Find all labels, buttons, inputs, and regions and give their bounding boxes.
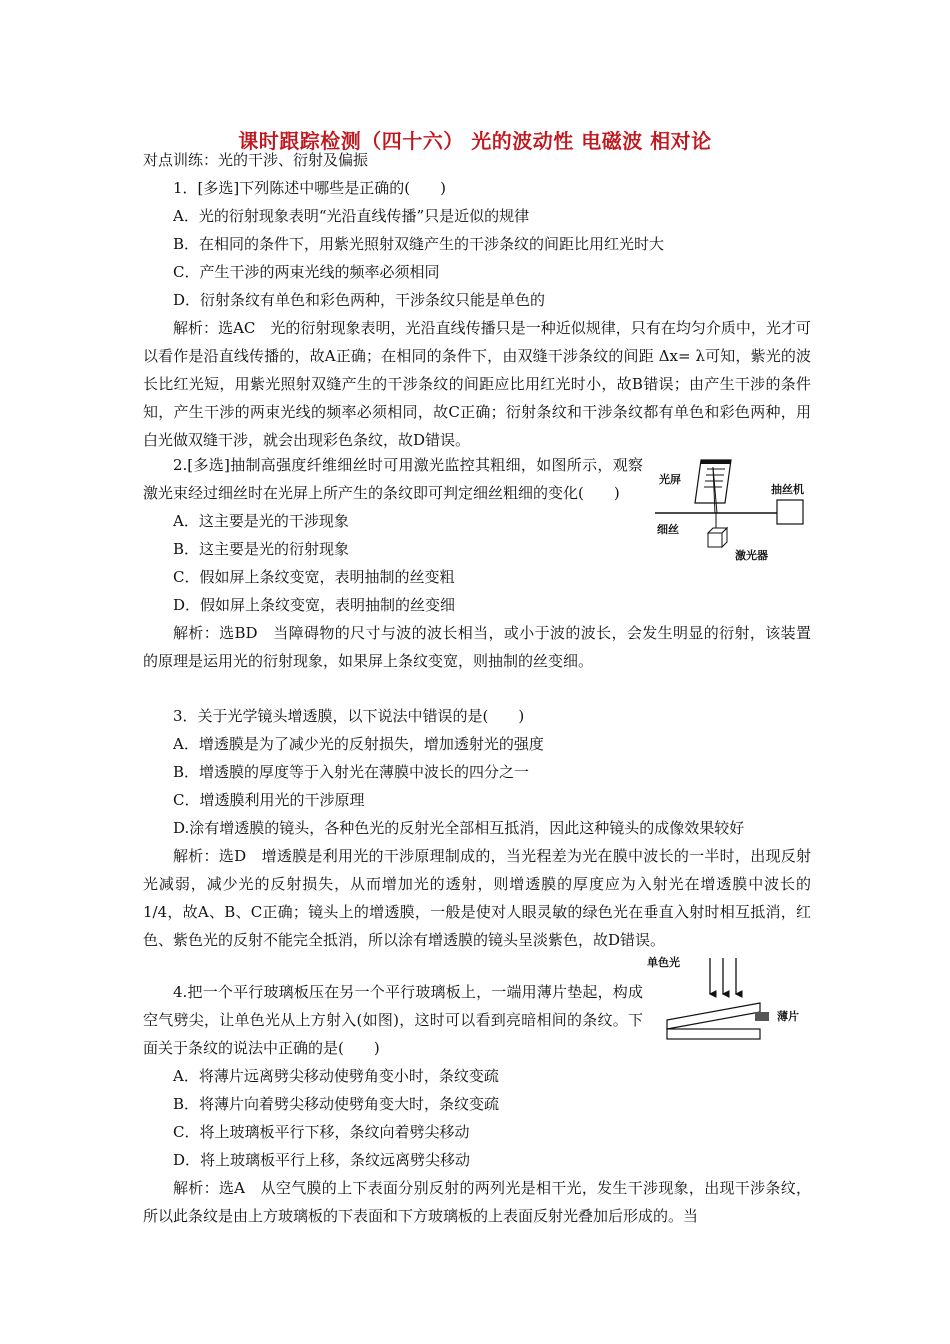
q2-option-d: D．假如屏上条纹变宽，表明抽制的丝变细	[173, 596, 456, 614]
q3-option-d: D.涂有增透膜的镜头，各种色光的反射光全部相互抵消，因此这种镜头的成像效果较好	[173, 819, 745, 837]
q1-option-b: B．在相同的条件下，用紫光照射双缝产生的干涉条纹的间距比用红光时大	[173, 235, 665, 253]
question-3-block	[143, 702, 811, 954]
q1-stem: 1．[多选]下列陈述中哪些是正确的( )	[173, 179, 446, 197]
label-monochromatic-light: 单色光	[647, 956, 680, 969]
q3-option-b: B．增透膜的厚度等于入射光在薄膜中波长的四分之一	[173, 763, 530, 781]
lower-glass-plate	[667, 1029, 760, 1039]
q1-option-c: C．产生干涉的两束光线的频率必须相同	[173, 263, 440, 281]
q2-option-a: A．这主要是光的干涉现象	[173, 512, 349, 530]
q4-analysis: 解析：选A 从空气膜的上下表面分别反射的两列光是相干光，发生干涉现象，出现干涉条纹，所以此条纹是由上方玻璃板的下表面和下方玻璃板的上表面反射光叠加后形成的。当	[143, 1179, 811, 1225]
upper-glass-plate	[667, 1003, 760, 1029]
q4-option-c: C．将上玻璃板平行下移，条纹向着劈尖移动	[173, 1123, 470, 1141]
q3-option-c: C．增透膜利用光的干涉原理	[173, 791, 365, 809]
q4-option-d: D．将上玻璃板平行上移，条纹远离劈尖移动	[173, 1151, 471, 1169]
q3-stem: 3．关于光学镜头增透膜，以下说法中错误的是( )	[173, 707, 525, 725]
screen-top-bar	[701, 460, 731, 464]
page-title: 课时跟踪检测（四十六） 光的波动性 电磁波 相对论	[238, 129, 712, 153]
laser-monitor-figure	[655, 455, 815, 565]
label-wire: 细丝	[657, 523, 679, 536]
q2-analysis: 解析：选BD 当障碍物的尺寸与波的波长相当，或小于波的波长，会发生明显的衍射，该装置的原理是运用光的衍射现象，如果屏上条纹变宽，则抽制的丝变细。	[143, 624, 811, 670]
q2-stem: 2.[多选]抽制高强度纤维细丝时可用激光监控其粗细，如图所示，观察激光束经过细丝时在光屏上所产生的条纹即可判定细丝粗细的变化( )	[143, 456, 643, 502]
q1-option-d: D．衍射条纹有单色和彩色两种，干涉条纹只能是单色的	[173, 291, 546, 309]
q4-option-b: B．将薄片向着劈尖移动使劈角变大时，条纹变疏	[173, 1095, 500, 1113]
air-wedge-figure	[645, 952, 815, 1044]
q3-analysis: 解析：选D 增透膜是利用光的干涉原理制成的，当光程差为光在膜中波长的一半时，出现反射光减弱，减少光的反射损失，从而增加光的透射，则增透膜的厚度应为入射光在增透膜中波长的1/4，故A、B、C正确；镜头上的增透膜，一般是使对人眼灵敏的绿色光在垂直入射时相互抵消，红色、紫色光的反射不能完全抵消，所以涂有增透膜的镜头呈淡紫色，故D错误。	[143, 847, 811, 949]
drawing-machine-box	[777, 500, 803, 524]
q1-analysis: 解析：选AC 光的衍射现象表明，光沿直线传播只是一种近似规律，只有在均匀介质中，光才可以看作是沿直线传播的，故A正确；在相同的条件下，由双缝干涉条纹的间距 Δx= λ可知，紫光的波长比红光短，用紫光照射双缝产生的干涉条纹的间距应比用红光时小，故B错误；由产生干涉的条件知，产生干涉的两束光线的频率必须相同，故C正确；衍射条纹和干涉条纹都有单色和彩色两种，用白光做双缝干涉，就会出现彩色条纹，故D错误。	[143, 319, 811, 449]
q4-stem: 4.把一个平行玻璃板压在另一个平行玻璃板上，一端用薄片垫起，构成空气劈尖，让单色光从上方射入(如图)，这时可以看到亮暗相间的条纹。下面关于条纹的说法中正确的是( )	[143, 983, 643, 1057]
q4-option-a: A．将薄片远离劈尖移动使劈角变小时，条纹变疏	[173, 1067, 499, 1085]
q2-option-b: B．这主要是光的衍射现象	[173, 540, 350, 558]
q1-option-a: A．光的衍射现象表明“光沿直线传播”只是近似的规律	[173, 207, 530, 225]
section-heading: 对点训练：光的干涉、衍射及偏振	[143, 151, 369, 169]
q2-option-c: C．假如屏上条纹变宽，表明抽制的丝变粗	[173, 568, 455, 586]
shim-block	[755, 1012, 769, 1021]
question-1-block	[143, 146, 811, 454]
label-shim: 薄片	[777, 1010, 799, 1023]
label-laser: 激光器	[735, 549, 768, 562]
label-screen: 光屏	[659, 473, 681, 486]
laser-box	[708, 533, 722, 547]
label-machine: 抽丝机	[771, 483, 804, 496]
q3-option-a: A．增透膜是为了减少光的反射损失，增加透射光的强度	[173, 735, 544, 753]
